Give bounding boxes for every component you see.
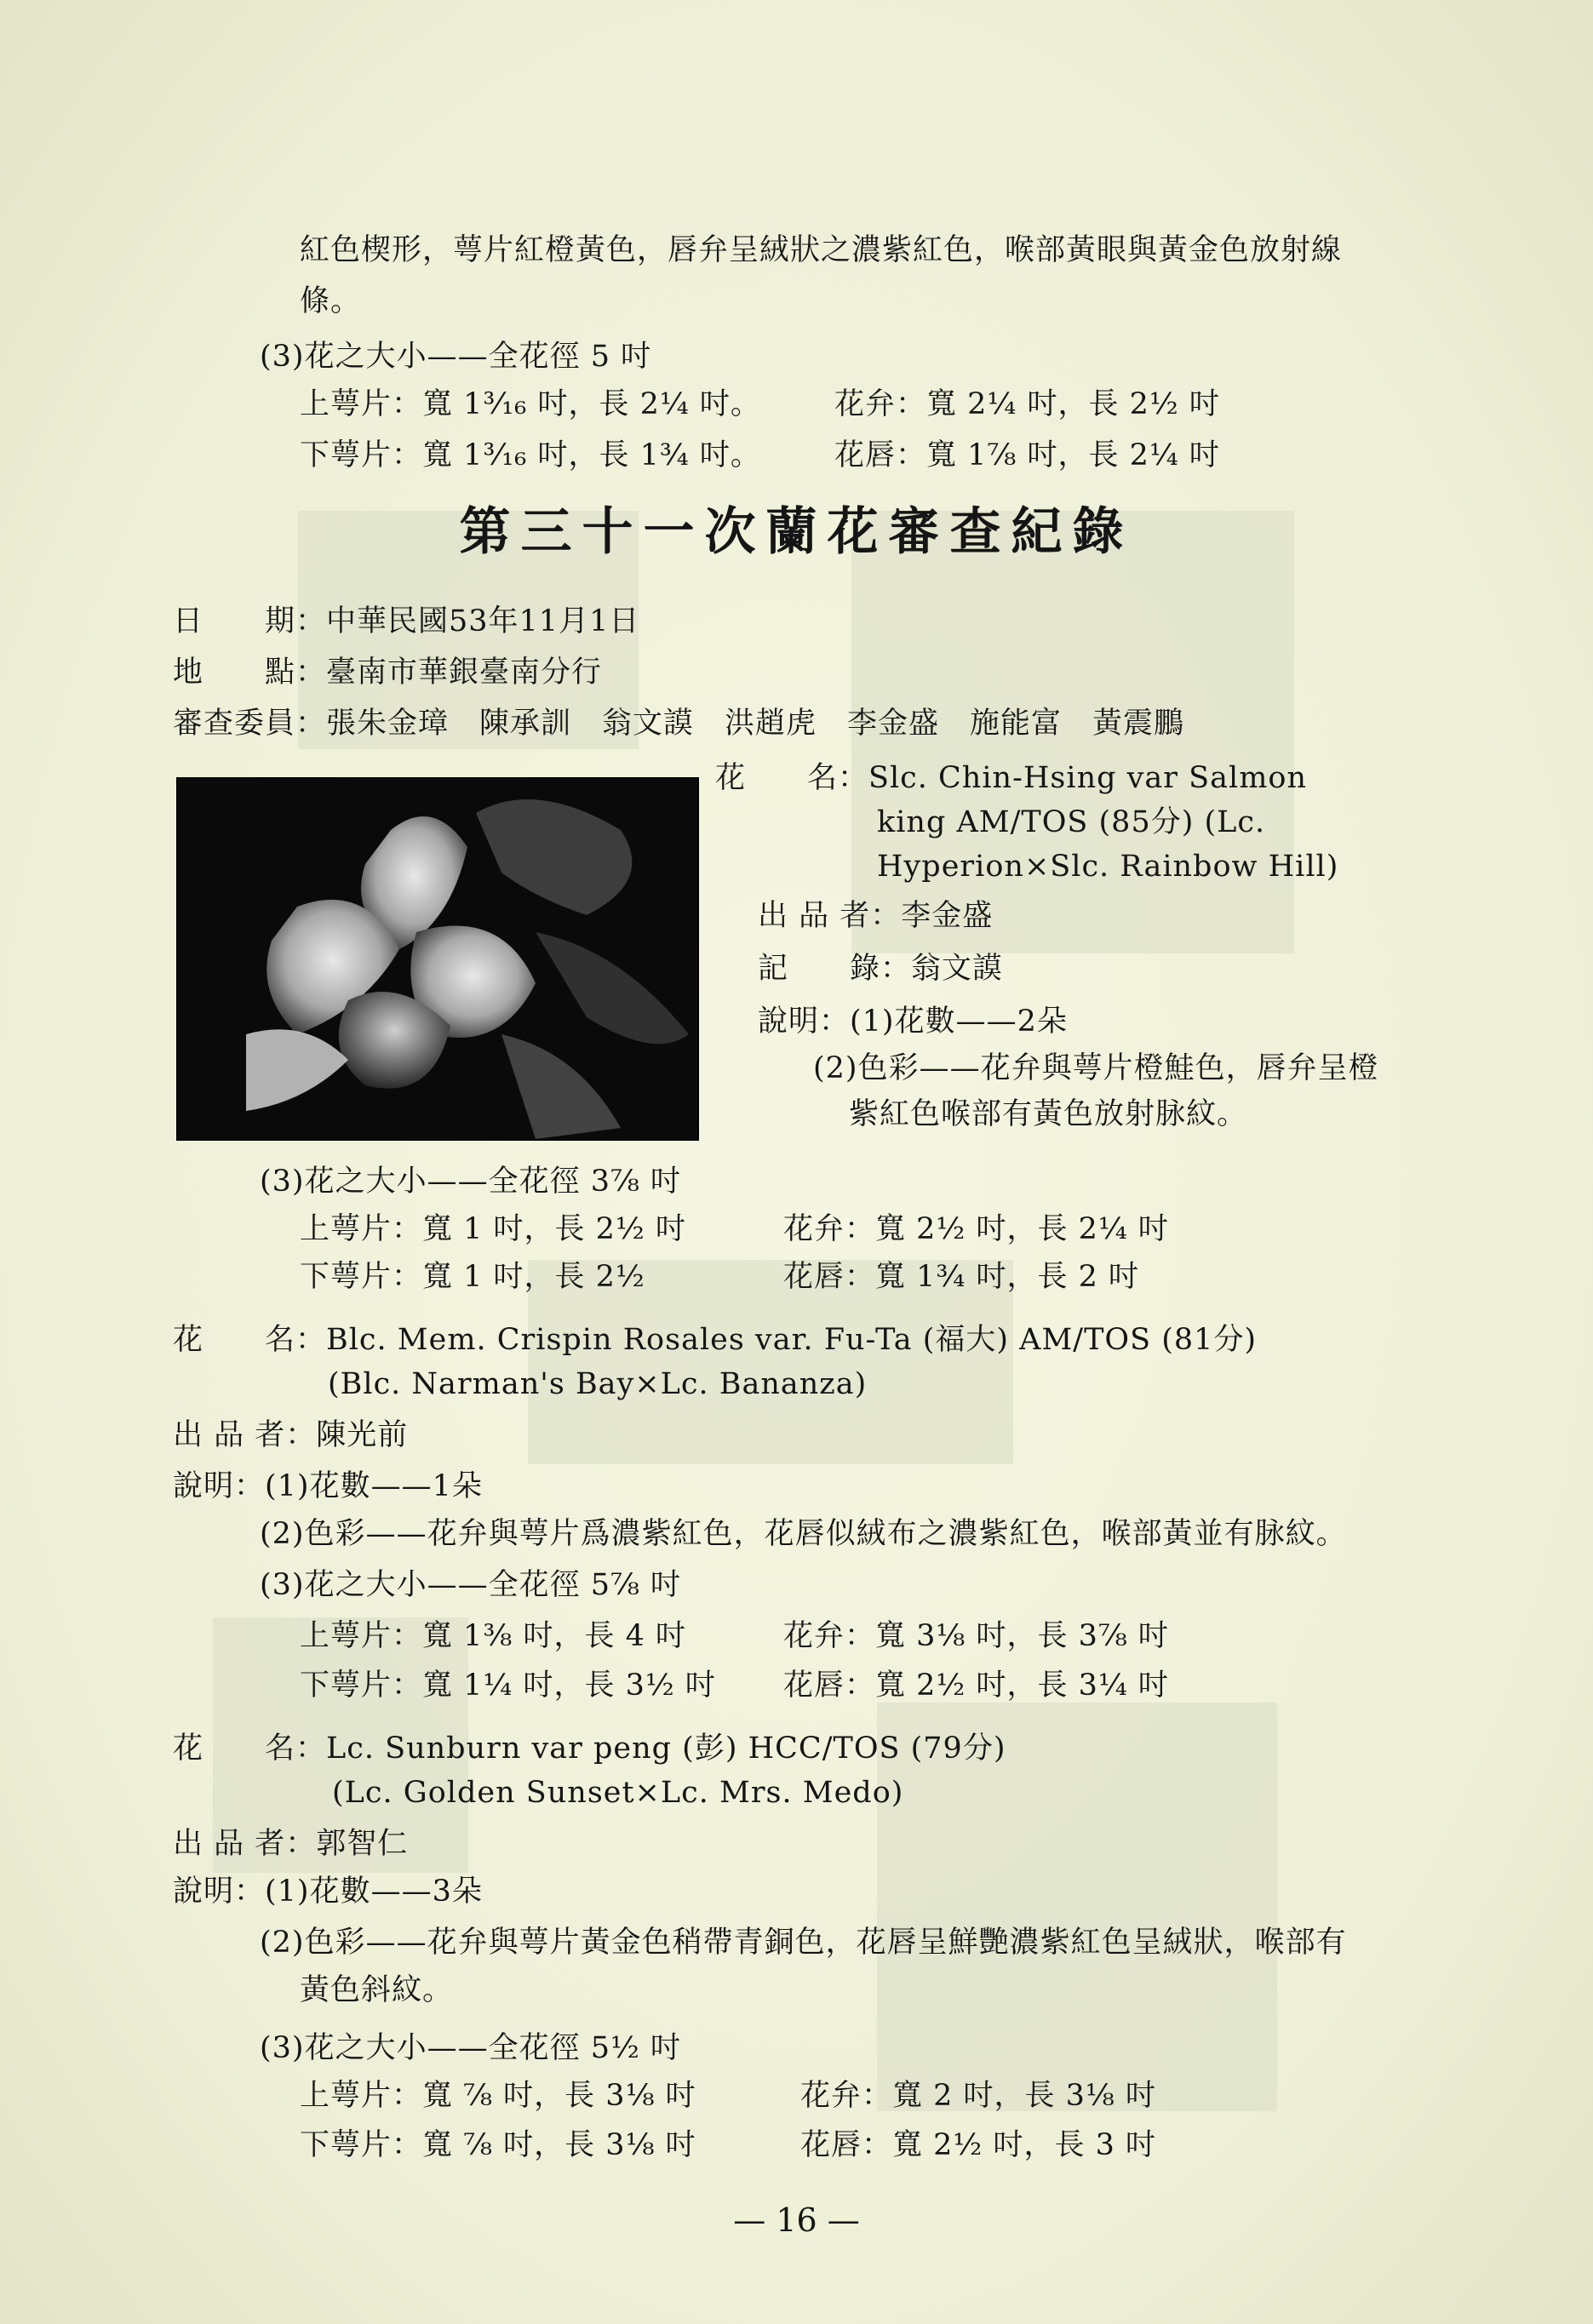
text-line: 條。 bbox=[300, 284, 362, 318]
entry2-lower-sepal: 下萼片：寬 1¼ 吋，長 3½ 吋 bbox=[300, 1669, 716, 1703]
entry2-lip: 花唇：寬 2½ 吋，長 3¼ 吋 bbox=[783, 1669, 1169, 1703]
text-line: (3)花之大小——全花徑 5 吋 bbox=[260, 340, 652, 374]
entry1-upper-sepal: 上萼片：寬 1 吋，長 2½ 吋 bbox=[300, 1212, 686, 1246]
orchid-photo bbox=[176, 777, 699, 1141]
entry3-name-line2: (Lc. Golden Sunset×Lc. Mrs. Medo) bbox=[332, 1776, 904, 1810]
orchid-photo-graphic bbox=[178, 779, 697, 1139]
entry3-lower-sepal: 下萼片：寬 ⅞ 吋，長 3⅛ 吋 bbox=[300, 2128, 696, 2162]
entry1-name-line3: Hyperion×Slc. Rainbow Hill) bbox=[877, 850, 1339, 884]
entry1-name-line2: king AM/TOS (85分) (Lc. bbox=[877, 805, 1266, 839]
entry2-count: 說明：(1)花數——1朵 bbox=[173, 1469, 483, 1503]
text-line: 花弁：寬 2¼ 吋，長 2½ 吋 bbox=[834, 387, 1220, 421]
entry3-lip: 花唇：寬 2½ 吋，長 3 吋 bbox=[800, 2128, 1156, 2162]
entry1-size: (3)花之大小——全花徑 3⅞ 吋 bbox=[260, 1165, 682, 1199]
entry3-name-line1: 花 名：Lc. Sunburn var peng (彭) HCC/TOS (79分) bbox=[173, 1732, 1006, 1766]
text-line: 紅色楔形，萼片紅橙黃色，唇弁呈絨狀之濃紫紅色，喉部黃眼與黃金色放射線 bbox=[300, 233, 1343, 267]
section-title: 第三十一次蘭花審查紀錄 bbox=[459, 502, 1134, 562]
entry2-size: (3)花之大小——全花徑 5⅞ 吋 bbox=[260, 1568, 682, 1602]
entry1-exhibitor: 出 品 者：李金盛 bbox=[758, 899, 994, 933]
entry1-name-line1: 花 名：Slc. Chin-Hsing var Salmon bbox=[715, 761, 1307, 795]
entry1-count: 說明：(1)花數——2朵 bbox=[758, 1005, 1068, 1039]
entry3-exhibitor: 出 品 者：郭智仁 bbox=[173, 1827, 409, 1861]
text-line: 上萼片：寬 1³⁄₁₆ 吋，長 2¼ 吋。 bbox=[300, 387, 761, 421]
entry2-name-line1: 花 名：Blc. Mem. Crispin Rosales var. Fu-Ta (福大) AM/TOS (81分) bbox=[173, 1323, 1258, 1357]
entry1-recorder: 記 錄：翁文謨 bbox=[758, 952, 1004, 986]
meta-judges: 審查委員：張朱金璋 陳承訓 翁文謨 洪趙虎 李金盛 施能富 黃震鵬 bbox=[173, 707, 1185, 741]
entry1-lower-sepal: 下萼片：寬 1 吋，長 2½ bbox=[300, 1260, 645, 1294]
entry1-lip: 花唇：寬 1¾ 吋，長 2 吋 bbox=[783, 1260, 1139, 1294]
entry2-petal: 花弁：寬 3⅛ 吋，長 3⅞ 吋 bbox=[783, 1619, 1169, 1653]
entry3-size: (3)花之大小——全花徑 5½ 吋 bbox=[260, 2031, 682, 2065]
entry1-petal: 花弁：寬 2½ 吋，長 2¼ 吋 bbox=[783, 1212, 1169, 1246]
entry3-petal: 花弁：寬 2 吋，長 3⅛ 吋 bbox=[800, 2079, 1156, 2113]
entry2-name-line2: (Blc. Narman's Bay×Lc. Bananza) bbox=[328, 1367, 868, 1401]
entry2-color: (2)色彩——花弁與萼片爲濃紫紅色，花唇似絨布之濃紫紅色，喉部黃並有脉紋。 bbox=[260, 1517, 1347, 1551]
entry3-count: 說明：(1)花數——3朵 bbox=[173, 1875, 483, 1909]
text-line: 下萼片：寬 1³⁄₁₆ 吋，長 1¾ 吋。 bbox=[300, 438, 761, 472]
text-line: 花唇：寬 1⅞ 吋，長 2¼ 吋 bbox=[834, 438, 1220, 472]
entry3-color-line2: 黃色斜紋。 bbox=[300, 1973, 454, 2007]
entry2-exhibitor: 出 品 者：陳光前 bbox=[173, 1418, 409, 1452]
entry1-color-line1: (2)色彩——花弁與萼片橙鮭色，唇弁呈橙 bbox=[813, 1051, 1379, 1085]
entry1-color-line2: 紫紅色喉部有黃色放射脉紋。 bbox=[849, 1097, 1248, 1131]
meta-date: 日 期：中華民國53年11月1日 bbox=[173, 604, 640, 638]
entry3-color-line1: (2)色彩——花弁與萼片黃金色稍帶青銅色，花唇呈鮮艷濃紫紅色呈絨狀，喉部有 bbox=[260, 1926, 1347, 1960]
entry2-upper-sepal: 上萼片：寬 1⅜ 吋，長 4 吋 bbox=[300, 1619, 686, 1653]
entry3-upper-sepal: 上萼片：寬 ⅞ 吋，長 3⅛ 吋 bbox=[300, 2079, 696, 2113]
meta-location: 地 點：臺南市華銀臺南分行 bbox=[173, 655, 603, 690]
page-number: — 16 — bbox=[733, 2201, 860, 2239]
